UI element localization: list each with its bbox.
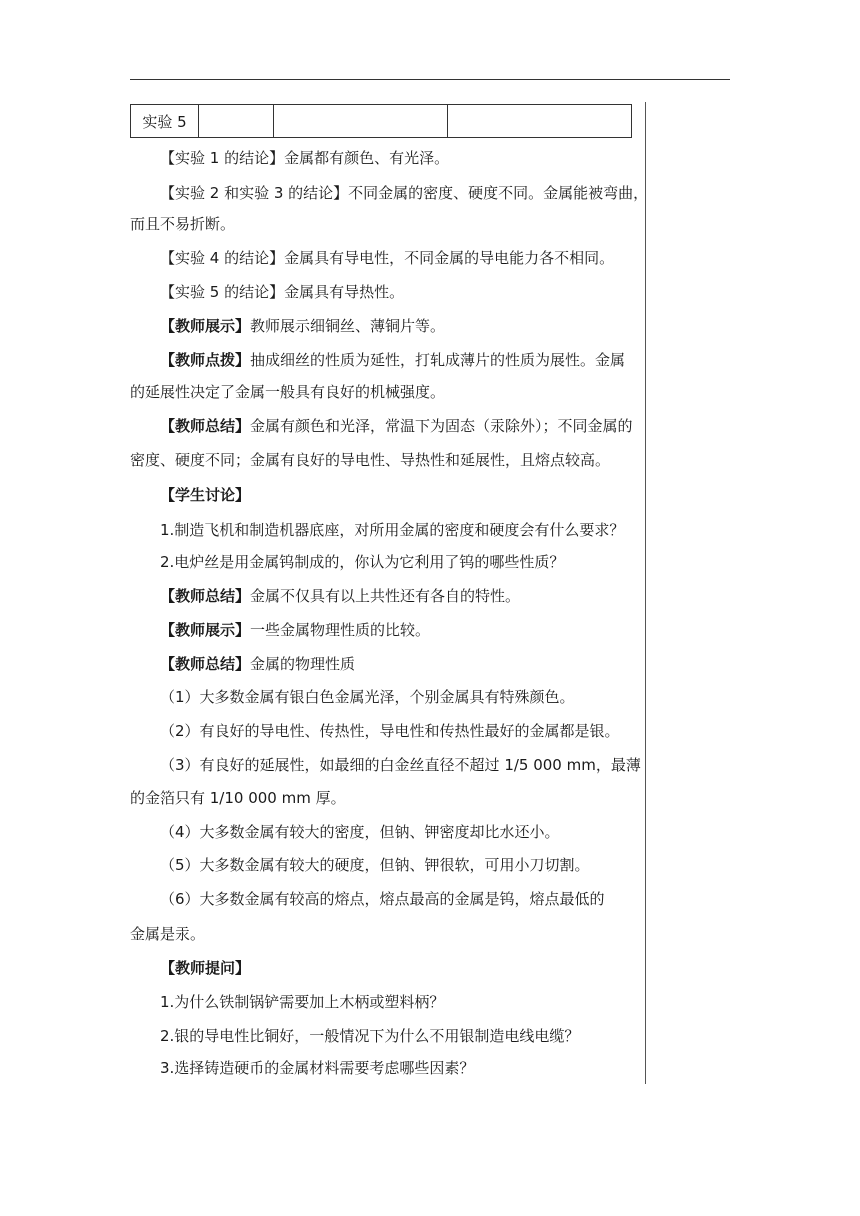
teacher-show-2: 【教师展示】一些金属物理性质的比较。: [160, 621, 431, 639]
property-3: （3）有良好的延展性，如最细的白金丝直径不超过 1/5 000 mm，最薄: [160, 756, 641, 774]
teacher-summary-1-cont: 密度、硬度不同；金属有良好的导电性、导热性和延展性，且熔点较高。: [130, 451, 611, 469]
experiment-table: [130, 104, 632, 138]
teacher-hint-cont: 的延展性决定了金属一般具有良好的机械强度。: [130, 383, 446, 401]
teacher-summary-1: 【教师总结】金属有颜色和光泽，常温下为固态（汞除外）；不同金属的: [160, 417, 633, 435]
conclusion-2-3-cont: 而且不易折断。: [130, 215, 236, 233]
teacher-hint: 【教师点拨】抽成细丝的性质为延性，打轧成薄片的性质为展性。金属: [160, 351, 626, 369]
property-6: （6）大多数金属有较高的熔点，熔点最高的金属是钨，熔点最低的: [160, 890, 605, 908]
teacher-question-heading: 【教师提问】: [160, 959, 251, 977]
table-cell: [448, 105, 632, 138]
conclusion-2-3: 【实验 2 和实验 3 的结论】不同金属的密度、硬度不同。金属能被弯曲，: [160, 184, 649, 202]
table-row: [131, 105, 632, 138]
student-discussion-heading: 【学生讨论】: [160, 486, 251, 504]
table-cell: [199, 105, 274, 138]
property-6-cont: 金属是汞。: [130, 925, 206, 943]
conclusion-4: 【实验 4 的结论】金属具有导电性，不同金属的导电能力各不相同。: [160, 249, 615, 267]
discussion-q2: 2.电炉丝是用金属钨制成的，你认为它利用了钨的哪些性质？: [160, 553, 565, 571]
property-1: （1）大多数金属有银白色金属光泽，个别金属具有特殊颜色。: [160, 688, 575, 706]
property-5: （5）大多数金属有较大的硬度，但钠、钾很软，可用小刀切割。: [160, 856, 590, 874]
property-2: （2）有良好的导电性、传热性，导电性和传热性最好的金属都是银。: [160, 722, 620, 740]
header-rule: [130, 79, 730, 80]
discussion-q1: 1.制造飞机和制造机器底座，对所用金属的密度和硬度会有什么要求？: [160, 521, 625, 539]
question-1: 1.为什么铁制锅铲需要加上木柄或塑料柄？: [160, 993, 445, 1011]
teacher-summary-2: 【教师总结】金属不仅具有以上共性还有各自的特性。: [160, 587, 521, 605]
property-3-cont: 的金箔只有 1/10 000 mm 厚。: [130, 789, 346, 807]
teacher-show-1: 【教师展示】教师展示细铜丝、薄铜片等。: [160, 317, 446, 335]
conclusion-1: 【实验 1 的结论】金属都有颜色、有光泽。: [160, 149, 450, 167]
column-border: [645, 102, 646, 1084]
property-4: （4）大多数金属有较大的密度，但钠、钾密度却比水还小。: [160, 823, 560, 841]
question-3: 3.选择铸造硬币的金属材料需要考虑哪些因素？: [160, 1059, 475, 1077]
table-cell: [274, 105, 448, 138]
conclusion-5: 【实验 5 的结论】金属具有导热性。: [160, 283, 405, 301]
table-cell-label: 实验 5: [131, 105, 199, 138]
question-2: 2.银的导电性比铜好，一般情况下为什么不用银制造电线电缆？: [160, 1027, 580, 1045]
teacher-summary-3: 【教师总结】金属的物理性质: [160, 655, 356, 673]
